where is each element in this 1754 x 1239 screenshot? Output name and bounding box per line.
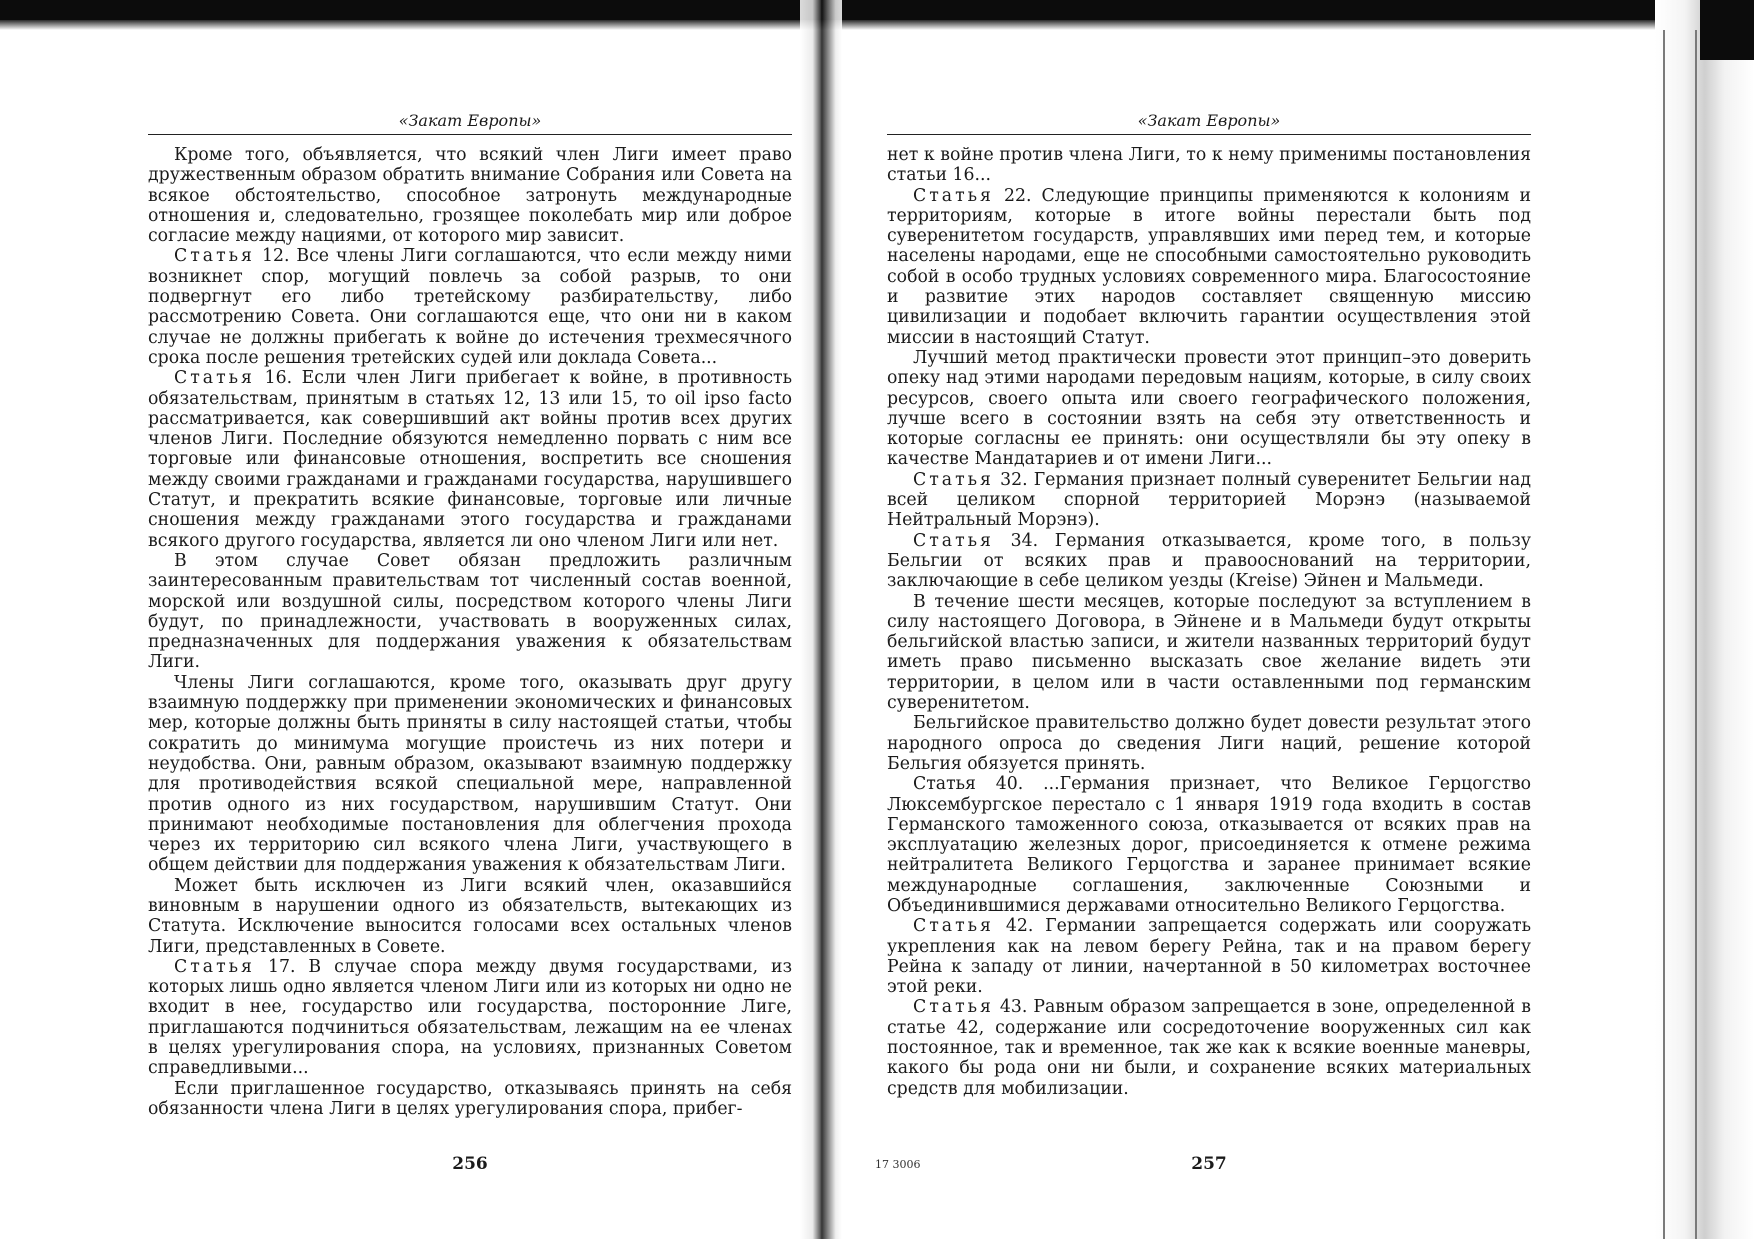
paragraph: Статья 12. Все члены Лиги соглашаются, что если между ними возникнет спор, могущий повлечь за собой разрыв, то они подвергнут его либо третейскому разбирательству, либо рассмотрению Совета. Они соглашаются еще, что они ни в каком случае не должны прибегать к войне до истечения трехмесячного срока после решения третейских судей или доклада Совета... — [148, 246, 792, 368]
paragraph: Статья 42. Германии запрещается содержать или сооружать укрепления как на левом берегу Рейна, так и на правом берегу Рейна к западу от линии, начертанной в 50 километрах восточнее этой реки. — [887, 916, 1531, 998]
paragraph: Если приглашенное государство, отказываясь принять на себя обязанности члена Лиги в целях урегулирования спора, прибег- — [148, 1078, 792, 1119]
paragraph: Статья 34. Германия отказывается, кроме того, в пользу Бельгии от всяких прав и правооснований на территории, заключающие в себе целиком уезды (Kreise) Эйнен и Мальмеди. — [887, 530, 1531, 592]
right-page-text — [887, 145, 1531, 1099]
paragraph: Статья 40. ...Германия признает, что Великое Герцогство Люксембургское перестало с 1 января 1919 года входить в состав Германского таможенного союза, отказывается от всяких прав на эксплуатацию железных дорог, присоединяется к отмене режима нейтралитета Великого Герцогства и заранее принимает всякие международные соглашения, заключенные Союзными и Объединившимися державами относительно Великого Герцогства. — [887, 774, 1531, 916]
scan-top-shadow — [0, 0, 1754, 20]
article-label: Статья — [913, 997, 994, 1018]
right-page — [875, 108, 1531, 1218]
running-head-left: «Закат Европы» — [148, 108, 792, 135]
paragraph: Статья 17. В случае спора между двумя государствами, из которых лишь одно является членом Лиги или из которых ни одно не входит в нее, государство или государства, посторонние Лиге, приглашаются подчиниться обязательствам, лежащим на ее членах в целях урегулирования спора, на условиях, признанных Советом справедливыми... — [148, 956, 792, 1079]
paragraph: Статья 16. Если член Лиги прибегает к войне, в противность обязательствам, принятым в статьях 12, 13 или 15, то oil ipso facto рассматривается, как совершивший акт войны против всех других членов Лиги. Последние обязуются немедленно порвать с ним все торговые или финансовые отношения, воспретить все сношения между своими гражданами и гражданами государства, нарушившего Статут, и прекратить всякие финансовые, торговые или личные сношения между гражданами этого государства и гражданами всякого другого государства, является ли оно членом Лиги или нет. — [148, 368, 792, 551]
paragraph: Может быть исключен из Лиги всякий член, оказавшийся виновным в нарушении одного из обязательств, вытекающих из Статута. Исключение выносится голосами всех остальных членов Лиги, представленных в Совете. — [148, 875, 792, 957]
article-label: Статья — [174, 246, 255, 267]
left-page — [148, 108, 792, 1218]
printer-signature-mark: 17 3006 — [875, 1158, 921, 1171]
article-label: Статья — [913, 469, 994, 490]
article-label: Статья — [174, 368, 255, 389]
scan-corner-shadow — [1700, 0, 1754, 60]
article-label: Статья — [913, 185, 994, 206]
running-head-right: «Закат Европы» — [887, 108, 1531, 135]
scan-top-fade — [0, 20, 1754, 30]
paragraph: В течение шести месяцев, которые последуют за вступлением в силу настоящего Договора, в Эйнене и в Мальмеди будут открыты бельгийской властью записи, и жители названных территорий будут иметь право письменно высказать свое желание видеть эти территории, в целом или в части оставленными под германским суверенитетом. — [887, 591, 1531, 714]
paragraph: Бельгийское правительство должно будет довести результат этого народного опроса до сведения Лиги наций, решение которой Бельгия обязуется принять. — [887, 713, 1531, 774]
article-label: Статья — [174, 956, 255, 977]
left-page-text — [148, 145, 792, 1119]
book-spine-shadow — [800, 0, 842, 1239]
paragraph: Члены Лиги соглашаются, кроме того, оказывать друг другу взаимную поддержку при применении экономических и финансовых мер, которые должны быть приняты в силу настоящей статьи, чтобы сократить до минимума могущие проистечь из них потери и неудобства. Они, равным образом, оказывают взаимную поддержку для противодействия всякой специальной мере, направленной против одного из них государством, нарушившим Статут. Они принимают необходимые постановления для облегчения прохода через их территорию сил всякого члена Лиги, участвующего в общем действии для поддержания уважения к обязательствам Лиги. — [148, 672, 792, 876]
article-label: Статья — [913, 916, 994, 937]
book-right-edge — [1655, 0, 1754, 1239]
page-number-left: 256 — [452, 1154, 488, 1174]
paragraph: Кроме того, объявляется, что всякий член Лиги имеет право дружественным образом обратить внимание Собрания или Совета на всякое обстоятельство, способное затронуть международные отношения и, следовательно, грозящее поколебать мир или доброе согласие между нациями, от которого мир зависит. — [148, 145, 792, 247]
paragraph: Лучший метод практически провести этот принцип–это доверить опеку над этими народами передовым нациям, которые, в силу своих ресурсов, своего опыта или своего географического положения, лучше всего в состоянии взять на себя эту ответственность и которые согласны ее принять: они осуществляли бы эту опеку в качестве Мандатариев и от имени Лиги... — [887, 347, 1531, 470]
paragraph: Статья 43. Равным образом запрещается в зоне, определенной в статье 42, содержание или сосредоточение вооруженных сил как постоянное, так и временное, так же как к всякие военные маневры, какого бы рода они ни были, и сохранение всяких материальных средств для мобилизации. — [887, 997, 1531, 1099]
paragraph: Статья 22. Следующие принципы применяются к колониям и территориям, которые в итоге войны перестали быть под суверенитетом государств, управлявших ими перед тем, и которые населены народами, еще не способными самостоятельно руководить собой в особо трудных условиях современного мира. Благосостояние и развитие этих народов составляет священную миссию цивилизации и подобает включить гарантии осуществления этой миссии в настоящий Статут. — [887, 185, 1531, 348]
paragraph: В этом случае Совет обязан предложить различным заинтересованным правительствам тот численный состав военной, морской или воздушной силы, посредством которого члены Лиги будут, по принадлежности, участвовать в вооруженных силах, предназначенных для поддержания уважения к обязательствам Лиги. — [148, 550, 792, 673]
paragraph: нет к войне против члена Лиги, то к нему применимы постановления статьи 16... — [887, 145, 1531, 186]
article-label: Статья — [913, 530, 994, 551]
paragraph: Статья 32. Германия признает полный суверенитет Бельгии над всей целиком спорной территорией Морэнэ (называемой Нейтральный Морэнэ). — [887, 469, 1531, 531]
page-number-right: 257 — [1191, 1154, 1227, 1174]
